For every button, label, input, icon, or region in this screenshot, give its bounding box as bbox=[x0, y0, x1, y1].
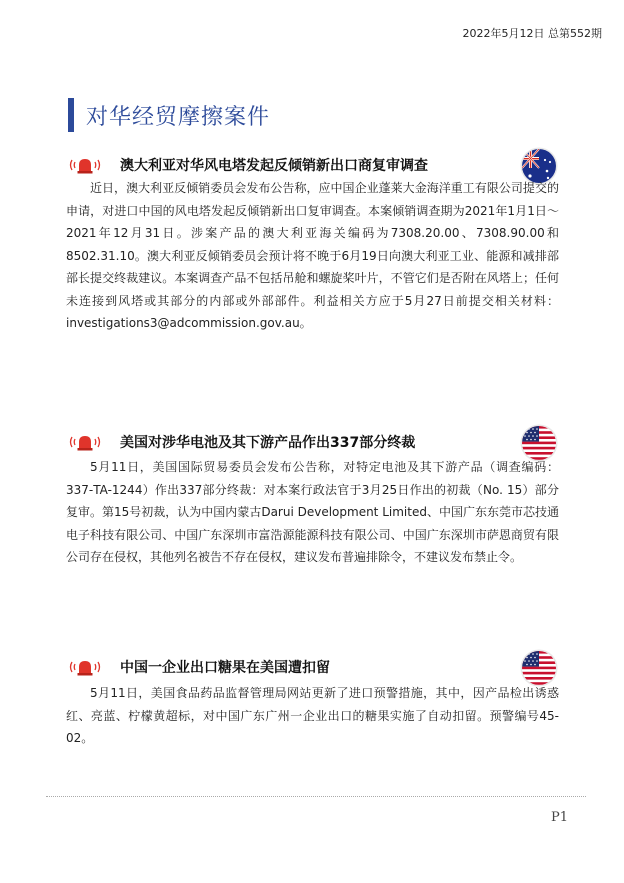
section-heading bbox=[68, 98, 270, 132]
section-title: 对华经贸摩擦案件 bbox=[86, 104, 271, 130]
case-heading-3 bbox=[68, 657, 558, 677]
case-body: 近日，澳大利亚反倾销委员会发布公告称，应中国企业蓬莱大金海洋重工有限公司提交的申请，对进口中国的风电塔发起反倾销新出口复审调查。本案倾销调查期为2021年1月1日～2021年12月31日。涉案产品的澳大利亚海关编码为7308.20.00、7308.90.00和8502.31.10。澳大利亚反倾销委员会预计将不晚于6月19日向澳大利亚工业、能源和减排部部长提交终裁建议。本案调查产品不包括吊舱和螺旋桨叶片，不管它们是否附在风塔上；任何未连接到风塔或其部分的内部或外部部件。利益相关方应于5月27日前提交相关材料：investigations3@adcommission.gov.au。 bbox=[66, 181, 559, 330]
issue-date: 2022年5月12日 总第552期 bbox=[462, 27, 602, 40]
alarm-icon bbox=[68, 156, 102, 174]
footer-divider bbox=[46, 796, 586, 797]
case-title: 澳大利亚对华风电塔发起反倾销新出口商复审调查 bbox=[120, 158, 428, 174]
case-body: 5月11日，美国国际贸易委员会发布公告称，对特定电池及其下游产品（调查编码：337-TA-1244）作出337部分终裁：对本案行政法官于3月25日作出的初裁（No. 15）部分复审。第15号初裁，认为中国内蒙古Darui Development Limited、中国广东东莞市芯技通电子科技有限公司、中国广东深圳市富浩源能源科技有限公司、中国广东深圳市萨恩商贸有限公司存在侵权，其他列名被告不存在侵权，建议发布普遍排除令，不建议发布禁止令。 bbox=[66, 460, 559, 564]
alarm-icon bbox=[68, 658, 102, 676]
case-heading-2 bbox=[68, 432, 558, 452]
case-title: 美国对涉华电池及其下游产品作出337部分终裁 bbox=[120, 435, 416, 451]
title-accent-bar bbox=[68, 98, 74, 132]
case-heading-1 bbox=[68, 155, 558, 175]
page-number: P1 bbox=[550, 810, 568, 825]
alarm-icon bbox=[68, 433, 102, 451]
case-body: 5月11日，美国食品药品监督管理局网站更新了进口预警措施，其中，因产品检出诱惑红、亮蓝、柠檬黄超标，对中国广东广州一企业出口的糖果实施了自动扣留。预警编号45-02。 bbox=[66, 686, 559, 745]
case-title: 中国一企业出口糖果在美国遭扣留 bbox=[120, 660, 330, 676]
